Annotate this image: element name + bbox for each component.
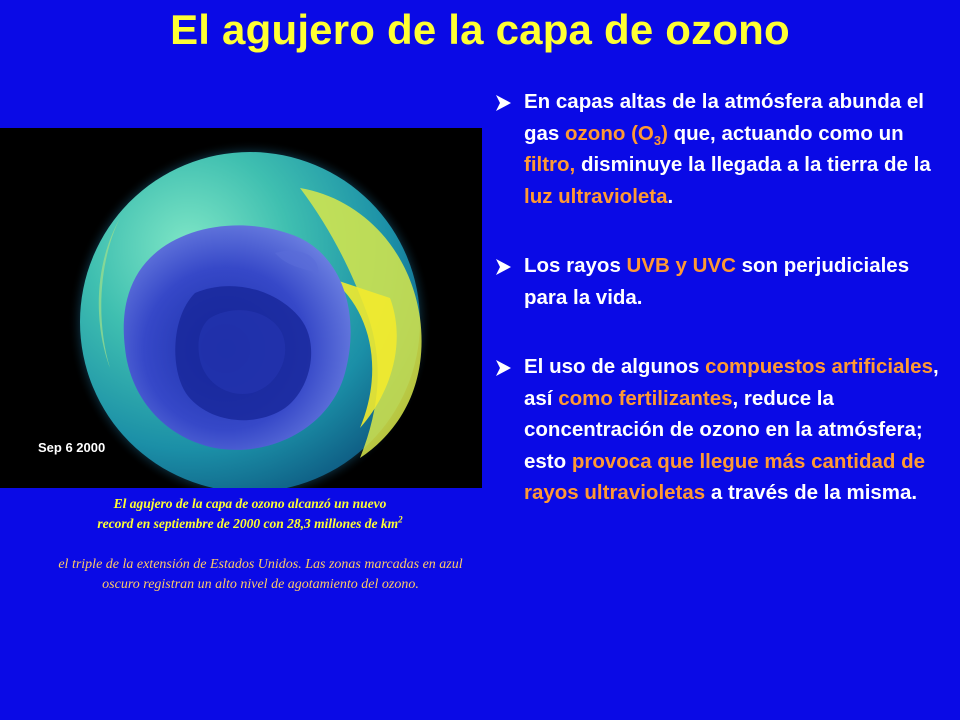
globe-icon <box>0 128 482 488</box>
bullet2-text1: Los rayos <box>524 254 627 277</box>
bullet1-highlight-luz: luz ultravioleta <box>524 184 668 208</box>
slide-title: El agujero de la capa de ozono <box>170 6 790 53</box>
bullet3-text2: , así <box>524 355 939 410</box>
bullet2-highlight-uvb: UVB <box>626 254 670 277</box>
arrowhead-bullet-icon <box>494 359 512 377</box>
bullet-item-uv-rays <box>494 250 956 313</box>
bullet1-text1: En capas altas de la atmósfera abunda el gas <box>524 90 924 145</box>
bullet2-highlight-uvc: UVC <box>692 254 736 277</box>
arrowhead-bullet-icon <box>494 94 512 112</box>
bullet2-text3: son perjudiciales para la vida. <box>524 254 910 309</box>
arrowhead-bullet-icon <box>494 258 512 276</box>
bullet1-text4: . <box>667 184 674 208</box>
bullet3-text1: El uso de algunos <box>524 355 706 378</box>
bullet1-highlight-filtro: filtro, <box>524 153 576 176</box>
bullet3-highlight-compuestos: compuestos artificiales <box>705 355 933 378</box>
bullet3-highlight-provoca: provoca que llegue más cantidad de rayos ultravioletas <box>524 449 926 504</box>
bullet2-text2: y <box>669 254 693 277</box>
bullet3-highlight-fertilizantes: como fertilizantes <box>558 386 733 410</box>
bullet-list <box>494 86 956 509</box>
bullet-item-ozone-filter <box>494 86 956 212</box>
bullet1-highlight-ozono: ozono $(O_3)$ <box>565 121 668 148</box>
bullet3-text4: a través de la misma. <box>705 481 918 504</box>
image-caption-main <box>30 494 470 534</box>
caption-main-line2: record en septiembre de 2000 con 28,3 millones de km <box>97 516 399 531</box>
bullet-item-compounds <box>494 351 956 509</box>
caption-main-line1: El agujero de la capa de ozono alcanzó un nuevo <box>113 496 387 511</box>
ozone-globe-image <box>0 128 482 488</box>
caption-main-sup: 2 <box>398 514 403 525</box>
image-date-label: Sep 6 2000 <box>38 440 106 455</box>
bullet1-text3: disminuye la llegada a la tierra de la <box>575 153 931 176</box>
bullet1-text2: que, actuando como un <box>667 121 904 145</box>
image-caption-sub: el triple de la extensión de Estados Unidos. Las zonas marcadas en azul oscuro registran un alto nivel de agotamiento del ozono. <box>58 557 463 592</box>
bullet3-text3: , reduce la concentración de ozono en la atmósfera; esto <box>524 386 923 473</box>
